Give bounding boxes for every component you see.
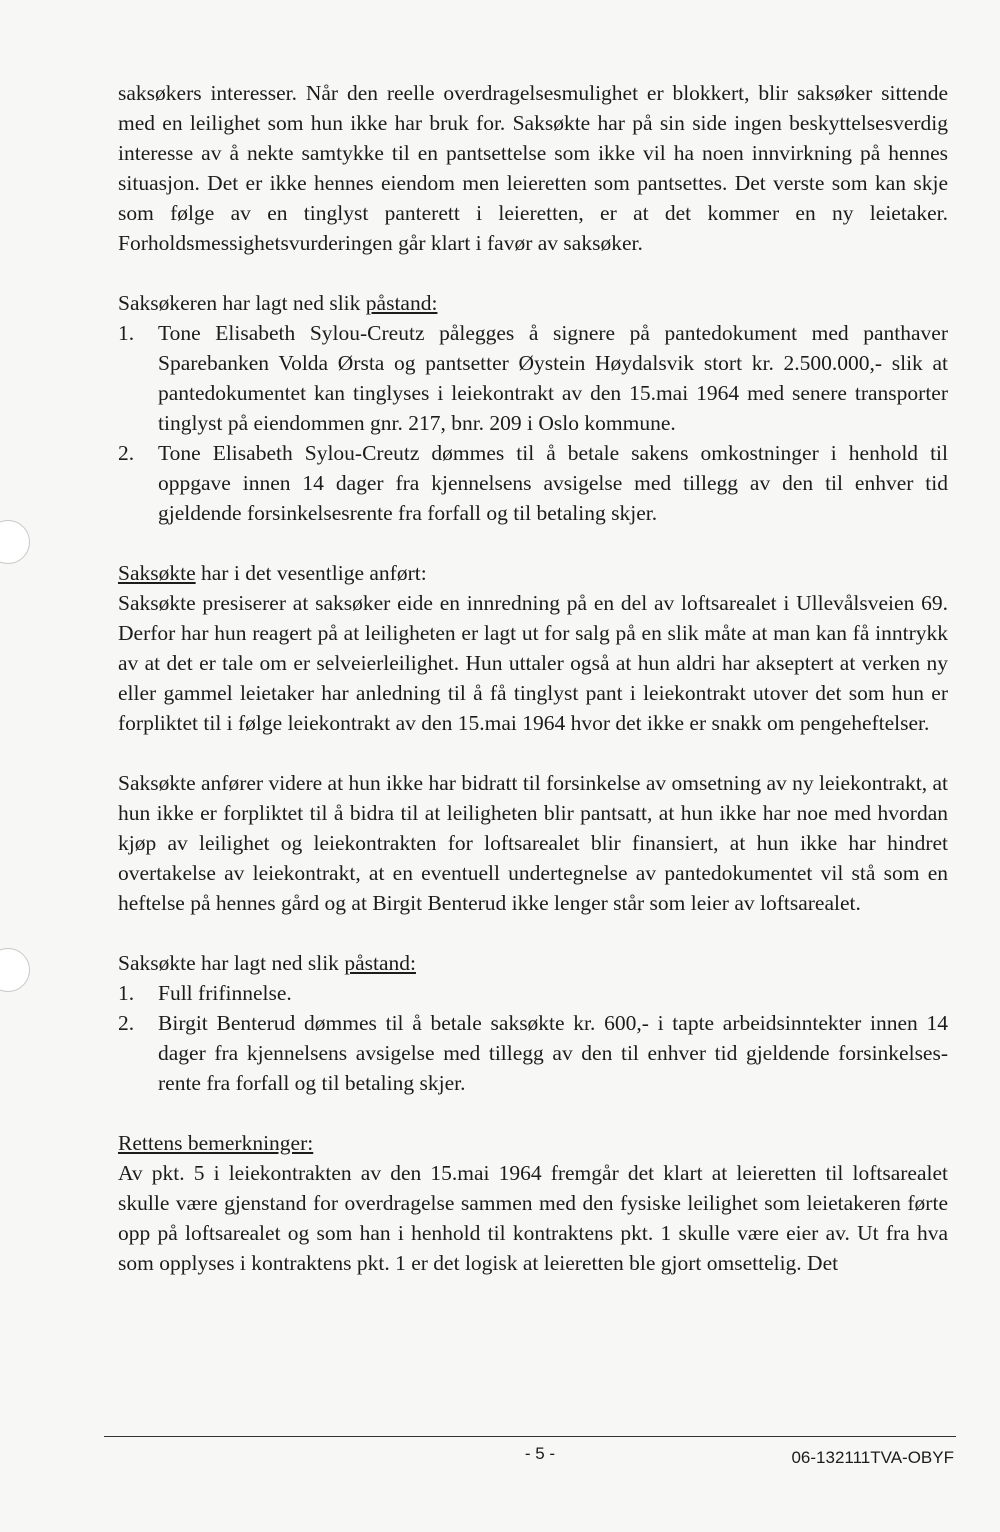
defendant-argument-heading: Saksøkte har i det vesentlige anført: <box>118 561 427 585</box>
defendant-claim-heading: Saksøkte har lagt ned slik påstand: <box>118 951 416 975</box>
list-item: 2. Birgit Benterud dømmes til å betale saksøkte kr. 600,- i tapte arbeidsinntekter innen 14 dager fra kjennelsens avsigelse med tillegg av den til enhver tid gjeldende forsinkelses-rente fra forfall og til betaling skjer. <box>118 1011 948 1095</box>
footer-divider <box>104 1436 956 1437</box>
list-item: 2. Tone Elisabeth Sylou-Creutz dømmes til å betale sakens omkostninger i henhold til oppgave innen 14 dager fra kjennelsens avsigelse med tillegg av den til enhver tid gjeldende forsinkelsesrente fra forfall og til betaling skjer. <box>118 441 948 525</box>
court-remarks-paragraph: Av pkt. 5 i leiekontrakten av den 15.mai 1964 fremgår det klart at leieretten til loftsarealet skulle være gjenstand for overdragelse sammen med den fysiske leilighet som leietakeren førte opp på loftsarealet og som han i henhold til kontraktens pkt. 1 skulle være eier av. Ut fra hva som opplyses i kontraktens pkt. 1 er det logisk at leieretten ble gjort omsettelig. Det <box>118 1161 948 1275</box>
list-item: 1. Tone Elisabeth Sylou-Creutz pålegges å signere på pantedokument med panthaver Sparebanken Volda Ørsta og pantsetter Øystein Høydalsvik stort kr. 2.500.000,- slik at pantedokumentet kan tinglyses i leiekontrakt av den 15.mai 1964 med senere transporter tinglyst på eiendommen gnr. 217, bnr. 209 i Oslo kommune. <box>118 321 948 435</box>
punch-hole <box>0 520 30 564</box>
document-body <box>118 78 948 1278</box>
intro-paragraph: saksøkers interesser. Når den reelle overdragelsesmulighet er blokkert, blir saksøker sittende med en leilighet som hun ikke har bruk for. Saksøkte har på sin side ingen beskyttelsesverdig interesse av å nekte samtykke til en pantsettelse som ikke vil ha noen innvirkning på hennes situasjon. Det er ikke hennes eiendom men leieretten som pantsettes. Det verste som kan skje som følge av en tinglyst panterett i leieretten, er at det kommer en ny leietaker. Forholdsmessighetsvurderingen går klart i favør av saksøker. <box>118 81 948 255</box>
defendant-argument-paragraph-2: Saksøkte anfører videre at hun ikke har bidratt til forsinkelse av omsetning av ny leiekontrakt, at hun ikke er forpliktet til å bidra til at leiligheten blir pantsatt, at hun ikke har noe med hvordan kjøp av leilighet og leiekontrakten for loftsarealet blir finansiert, at hun ikke har hindret overtakelse av leiekontrakt, at en eventuell undertegnelse av pantedokumentet vil stå som en heftelse på hennes gård og at Birgit Benterud ikke lenger står som leier av loftsarealet. <box>118 771 948 915</box>
court-remarks-heading: Rettens bemerkninger: <box>118 1131 314 1155</box>
punch-hole <box>0 948 30 992</box>
plaintiff-claim-heading: Saksøkeren har lagt ned slik påstand: <box>118 291 438 315</box>
defendant-claim-list <box>118 978 948 1098</box>
defendant-argument-paragraph: Saksøkte presiserer at saksøker eide en innredning på en del av loftsarealet i Ullevålsveien 69. Derfor har hun reagert på at leiligheten er lagt ut for salg på en slik måte at man kan få inntrykk av at det er tale om er selveierleilighet. Hun uttaler også at hun aldri har akseptert at verken ny eller gammel leietaker har anledning til å få tinglyst pant i leiekontrakt utover det som hun er forpliktet til i følge leiekontrakt av den 15.mai 1964 hvor det ikke er snakk om pengeheftelser. <box>118 591 948 735</box>
list-item: 1. Full frifinnelse. <box>118 981 292 1005</box>
plaintiff-claim-list <box>118 318 948 528</box>
page-number: - 5 - <box>524 1444 556 1463</box>
case-number: 06-132111TVA-OBYF <box>791 1448 954 1467</box>
